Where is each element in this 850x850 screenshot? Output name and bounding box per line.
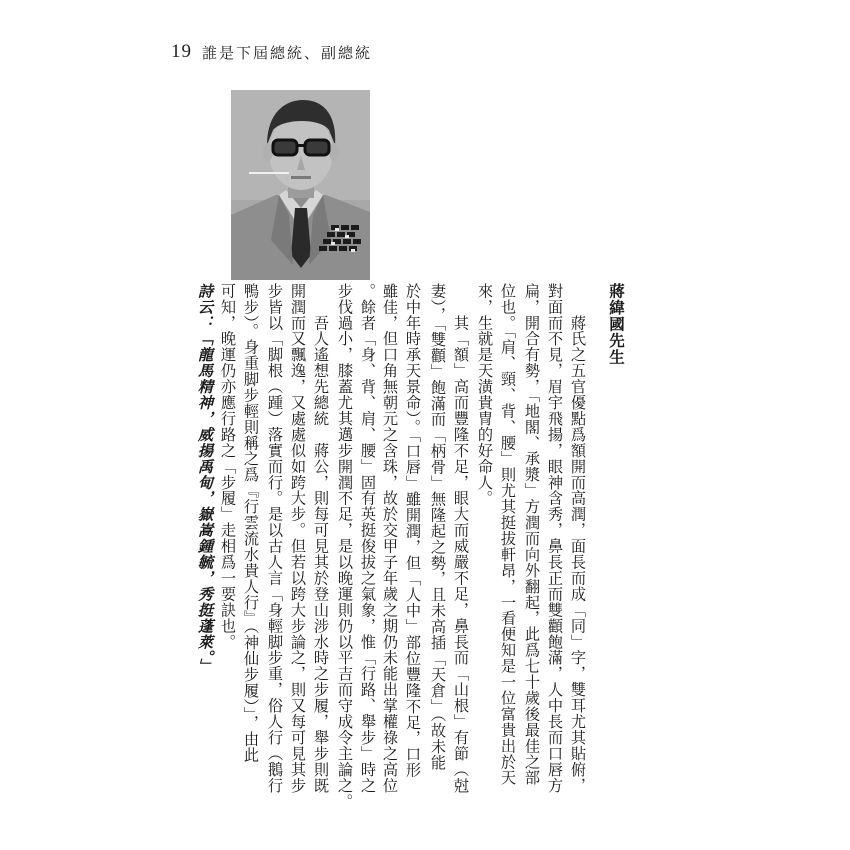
text-column: 步伐過小，膝蓋尤其邁步開潤不足，是以晚運則仍以平吉而守成令主論之。 bbox=[336, 283, 354, 810]
page-number: 19 bbox=[171, 41, 192, 62]
text-column: 可知，晚運仍亦應行路之「步履」走相爲一要訣也。 bbox=[219, 283, 237, 650]
text-column: 。餘者「身、背、肩、腰」固有英挺俊拔之氣象，惟「行路、舉步」時之 bbox=[359, 283, 377, 794]
article-heading: 蔣緯國先生 bbox=[607, 283, 626, 366]
page-header bbox=[171, 40, 372, 64]
text-column: 對面而不見，眉宇飛揚，眼神含秀，鼻長正而雙顴飽滿，人中長而口唇方 bbox=[546, 283, 564, 794]
text-column: 扁，開合有勢，「地閣、承漿」方潤而向外翻起，此爲七十歲後最佳之部 bbox=[523, 283, 541, 786]
portrait-photo bbox=[231, 90, 370, 280]
text-column: 位也。「肩、頸、背、腰」則尤其挺拔軒昂，一看便知是一位富貴出於天 bbox=[499, 283, 517, 786]
text-column: 於中年時承天景命）。「口唇」雖開潤，但「人中」部位豐隆不足，口形 bbox=[404, 283, 422, 779]
text-column: 雖佳，但口角無朝元之含珠，故於交甲子年歲之期仍未能出掌權祿之高位 bbox=[381, 283, 399, 794]
text-column: 來，生就是天潢貴冑的好命人。 bbox=[476, 283, 494, 507]
poem-column: 詩云：「龍馬精神，威揚禹甸，嶽嵩鍾毓，秀挺蓬萊。」 bbox=[196, 283, 214, 675]
chapter-title: 誰是下屆總統、副總統 bbox=[202, 43, 373, 62]
text-column: 鴨步）。身重脚步輕則稱之爲『行雲流水貴人行』（神仙步履）」，由此 bbox=[242, 283, 260, 763]
portrait-image bbox=[231, 90, 370, 280]
text-column: 蔣氏之五官優點爲額開而高潤，面長而成「同」字，雙耳尤其貼俯， bbox=[569, 283, 587, 794]
article-body bbox=[190, 283, 645, 810]
text-column: 其「額」高而豐隆不足，眼大而威嚴不足，鼻長而「山根」有節（尅 bbox=[452, 283, 470, 794]
text-column: 吾人遙想先總統 蔣公，則每可見其於登山涉水時之步履，舉步則既 bbox=[312, 283, 330, 794]
text-column: 妻），「雙顴」飽滿而「柄骨」無隆起之勢，且未高插「天倉」（故未能 bbox=[429, 283, 447, 771]
text-column: 開潤而又飄逸，又處處似如跨大步。但若以跨大步論之，則又每可見其步 bbox=[289, 283, 307, 794]
text-column: 步皆以「脚根（踵）落實而行。是以古人言「身輕脚步重，俗人行（鵝行 bbox=[266, 283, 284, 794]
